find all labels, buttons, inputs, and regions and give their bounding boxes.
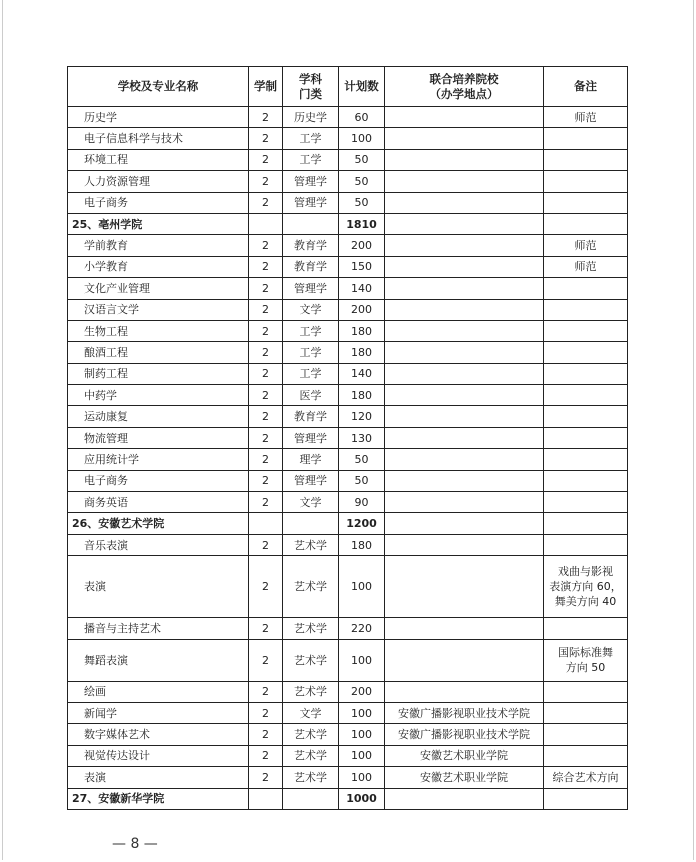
cell-note: 师范 [544,235,628,256]
cell-plan: 50 [339,149,385,170]
cell-category: 工学 [283,320,339,341]
table-row [68,406,628,427]
cell-note [544,449,628,470]
cell-years: 2 [249,299,283,320]
header-note: 备注 [544,67,628,107]
cell-years: 2 [249,556,283,618]
cell-category: 艺术学 [283,681,339,702]
cell-note [544,342,628,363]
cell-partner [385,192,544,213]
table-row [68,278,628,299]
cell-name: 电子商务 [68,192,249,213]
cell-name: 视觉传达设计 [68,745,249,766]
cell-note [544,513,628,534]
cell-partner [385,320,544,341]
cell-partner: 安徽广播影视职业技术学院 [385,724,544,745]
cell-years: 2 [249,278,283,299]
cell-partner [385,470,544,491]
cell-note [544,745,628,766]
cell-years: 2 [249,745,283,766]
table-row [68,767,628,788]
cell-years: 2 [249,492,283,513]
cell-note [544,171,628,192]
cell-years [249,788,283,809]
cell-name: 电子信息科学与技术 [68,128,249,149]
cell-note [544,213,628,234]
cell-note: 综合艺术方向 [544,767,628,788]
cell-category: 艺术学 [283,639,339,681]
table-row [68,427,628,448]
cell-years: 2 [249,363,283,384]
cell-plan: 120 [339,406,385,427]
cell-years: 2 [249,192,283,213]
cell-category: 文学 [283,702,339,723]
cell-partner [385,363,544,384]
cell-partner [385,235,544,256]
cell-years [249,513,283,534]
cell-note [544,385,628,406]
header-partner: 联合培养院校 （办学地点） [385,67,544,107]
cell-note: 师范 [544,256,628,277]
cell-partner [385,406,544,427]
cell-years: 2 [249,107,283,128]
cell-plan: 1000 [339,788,385,809]
cell-name: 环境工程 [68,149,249,170]
table-row [68,745,628,766]
cell-years: 2 [249,342,283,363]
cell-partner [385,299,544,320]
cell-years: 2 [249,449,283,470]
cell-plan: 60 [339,107,385,128]
cell-note [544,427,628,448]
cell-category: 工学 [283,342,339,363]
cell-plan: 1200 [339,513,385,534]
cell-years: 2 [249,618,283,639]
cell-category: 管理学 [283,278,339,299]
cell-category: 教育学 [283,235,339,256]
school-row [68,513,628,534]
table-row [68,681,628,702]
cell-plan: 200 [339,299,385,320]
cell-name: 历史学 [68,107,249,128]
cell-note [544,470,628,491]
cell-name: 26、安徽艺术学院 [68,513,249,534]
cell-category: 历史学 [283,107,339,128]
cell-plan: 50 [339,192,385,213]
cell-category: 管理学 [283,427,339,448]
cell-name: 表演 [68,556,249,618]
cell-category: 艺术学 [283,556,339,618]
cell-name: 音乐表演 [68,534,249,555]
cell-name: 商务英语 [68,492,249,513]
table-row [68,639,628,681]
cell-note: 师范 [544,107,628,128]
cell-note [544,192,628,213]
cell-category: 教育学 [283,256,339,277]
cell-name: 文化产业管理 [68,278,249,299]
header-name: 学校及专业名称 [68,67,249,107]
table-row [68,724,628,745]
cell-name: 物流管理 [68,427,249,448]
cell-years: 2 [249,149,283,170]
cell-category: 艺术学 [283,724,339,745]
table-row [68,618,628,639]
cell-note [544,278,628,299]
table-row [68,235,628,256]
cell-plan: 180 [339,534,385,555]
cell-plan: 100 [339,556,385,618]
cell-note [544,681,628,702]
cell-partner [385,213,544,234]
cell-note: 戏曲与影视 表演方向 60， 舞美方向 40 [544,556,628,618]
school-row [68,788,628,809]
cell-plan: 200 [339,235,385,256]
cell-plan: 50 [339,470,385,491]
header-plan: 计划数 [339,67,385,107]
cell-category: 医学 [283,385,339,406]
cell-plan: 100 [339,128,385,149]
cell-plan: 100 [339,639,385,681]
cell-category: 工学 [283,128,339,149]
cell-note [544,149,628,170]
cell-years: 2 [249,171,283,192]
header-category: 学科 门类 [283,67,339,107]
cell-name: 运动康复 [68,406,249,427]
cell-name: 绘画 [68,681,249,702]
cell-name: 中药学 [68,385,249,406]
cell-years: 2 [249,320,283,341]
cell-partner [385,107,544,128]
cell-partner [385,639,544,681]
cell-note [544,128,628,149]
cell-note [544,702,628,723]
cell-category: 艺术学 [283,745,339,766]
cell-name: 人力资源管理 [68,171,249,192]
cell-name: 应用统计学 [68,449,249,470]
cell-category: 艺术学 [283,618,339,639]
cell-note [544,618,628,639]
cell-category: 文学 [283,299,339,320]
cell-category [283,513,339,534]
cell-category: 教育学 [283,406,339,427]
cell-name: 舞蹈表演 [68,639,249,681]
cell-category: 管理学 [283,470,339,491]
cell-note [544,492,628,513]
cell-partner: 安徽艺术职业学院 [385,745,544,766]
table-row [68,171,628,192]
cell-partner: 安徽广播影视职业技术学院 [385,702,544,723]
cell-partner [385,788,544,809]
cell-years: 2 [249,256,283,277]
cell-years: 2 [249,385,283,406]
table-row [68,534,628,555]
cell-plan: 100 [339,767,385,788]
cell-note: 国际标准舞 方向 50 [544,639,628,681]
table-row [68,299,628,320]
cell-partner [385,342,544,363]
cell-plan: 220 [339,618,385,639]
table-row [68,342,628,363]
cell-plan: 50 [339,171,385,192]
cell-partner [385,681,544,702]
cell-partner [385,128,544,149]
cell-note [544,299,628,320]
cell-plan: 100 [339,724,385,745]
cell-plan: 200 [339,681,385,702]
cell-name: 制药工程 [68,363,249,384]
table-row [68,556,628,618]
cell-plan: 180 [339,385,385,406]
cell-category: 文学 [283,492,339,513]
cell-partner [385,513,544,534]
cell-years [249,213,283,234]
cell-name: 25、亳州学院 [68,213,249,234]
table-row [68,363,628,384]
cell-partner: 安徽艺术职业学院 [385,767,544,788]
table-header-row [68,67,628,107]
cell-years: 2 [249,427,283,448]
cell-partner [385,449,544,470]
cell-note [544,363,628,384]
enrollment-plan-table [67,66,628,810]
cell-name: 学前教育 [68,235,249,256]
cell-note [544,320,628,341]
cell-years: 2 [249,235,283,256]
header-years: 学制 [249,67,283,107]
cell-name: 小学教育 [68,256,249,277]
cell-plan: 1810 [339,213,385,234]
cell-partner [385,149,544,170]
table-row [68,320,628,341]
table-row [68,470,628,491]
cell-name: 电子商务 [68,470,249,491]
cell-name: 播音与主持艺术 [68,618,249,639]
cell-partner [385,534,544,555]
cell-years: 2 [249,767,283,788]
cell-category: 艺术学 [283,534,339,555]
cell-years: 2 [249,702,283,723]
cell-years: 2 [249,470,283,491]
cell-plan: 100 [339,702,385,723]
cell-plan: 180 [339,342,385,363]
table-row [68,256,628,277]
table-row [68,149,628,170]
table-row [68,702,628,723]
cell-category: 理学 [283,449,339,470]
cell-name: 数字媒体艺术 [68,724,249,745]
cell-category: 工学 [283,363,339,384]
cell-name: 汉语言文学 [68,299,249,320]
cell-partner [385,385,544,406]
cell-partner [385,256,544,277]
cell-plan: 150 [339,256,385,277]
cell-partner [385,618,544,639]
cell-category: 管理学 [283,171,339,192]
table-row [68,128,628,149]
cell-years: 2 [249,534,283,555]
table-row [68,107,628,128]
cell-note [544,788,628,809]
cell-plan: 130 [339,427,385,448]
page-number: — 8 — [112,836,158,852]
table-row [68,385,628,406]
cell-plan: 140 [339,278,385,299]
cell-plan: 50 [339,449,385,470]
cell-note [544,724,628,745]
cell-partner [385,492,544,513]
cell-years: 2 [249,639,283,681]
cell-category: 管理学 [283,192,339,213]
table-row [68,492,628,513]
cell-note [544,406,628,427]
table-row [68,192,628,213]
cell-category [283,213,339,234]
cell-name: 27、安徽新华学院 [68,788,249,809]
cell-partner [385,556,544,618]
cell-name: 酿酒工程 [68,342,249,363]
cell-name: 新闻学 [68,702,249,723]
table-row [68,449,628,470]
cell-plan: 100 [339,745,385,766]
cell-years: 2 [249,724,283,745]
cell-years: 2 [249,406,283,427]
cell-plan: 140 [339,363,385,384]
cell-category: 艺术学 [283,767,339,788]
cell-years: 2 [249,128,283,149]
cell-plan: 180 [339,320,385,341]
cell-category: 工学 [283,149,339,170]
cell-category [283,788,339,809]
cell-partner [385,171,544,192]
cell-name: 表演 [68,767,249,788]
cell-note [544,534,628,555]
school-row [68,213,628,234]
cell-partner [385,427,544,448]
cell-name: 生物工程 [68,320,249,341]
cell-plan: 90 [339,492,385,513]
cell-years: 2 [249,681,283,702]
cell-partner [385,278,544,299]
